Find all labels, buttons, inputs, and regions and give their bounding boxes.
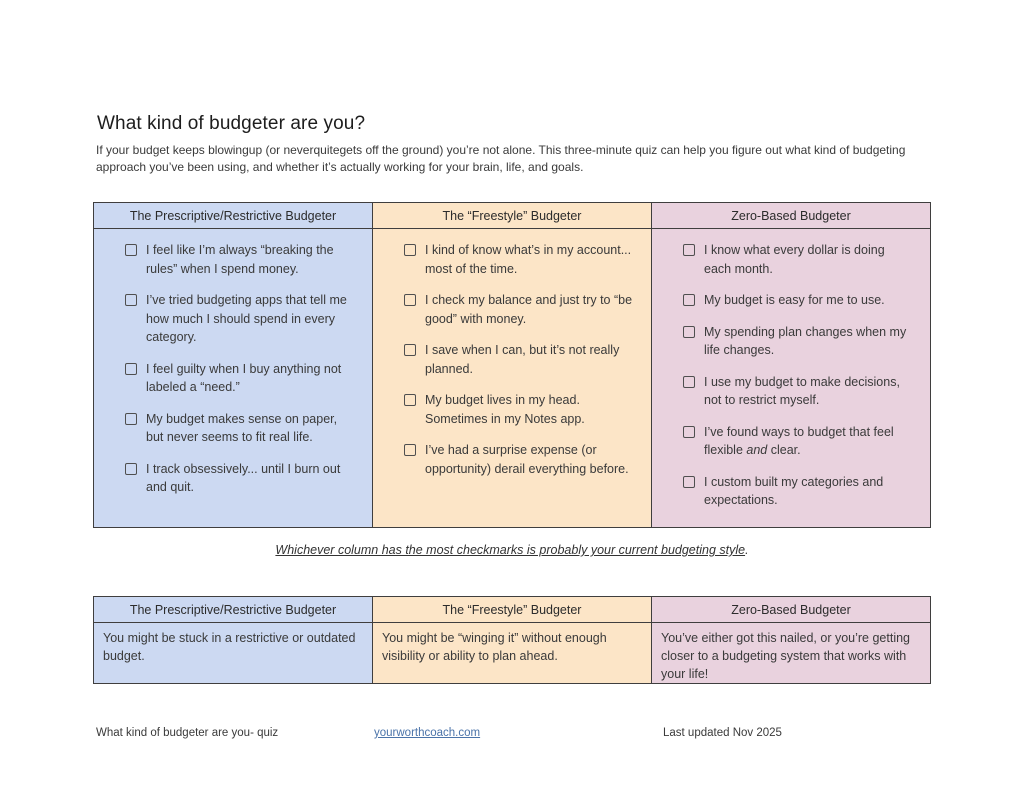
checkbox[interactable] bbox=[683, 376, 695, 388]
quiz-column-body bbox=[373, 229, 651, 527]
checklist-item bbox=[404, 391, 635, 428]
checklist-item-label: I kind of know what’s in my account... most of the time. bbox=[425, 243, 632, 276]
checkbox[interactable] bbox=[683, 326, 695, 338]
note-underlined-text: Whichever column has the most checkmarks is probably your current budgeting style bbox=[275, 543, 746, 557]
checkbox[interactable] bbox=[404, 444, 416, 456]
checklist-item-label: I use my budget to make decisions, not to restrict myself. bbox=[704, 374, 900, 407]
checkbox[interactable] bbox=[404, 394, 416, 406]
quiz-column-freestyle bbox=[372, 203, 651, 527]
checklist-item-label: I save when I can, but it’s not really planned. bbox=[425, 343, 620, 376]
checkbox[interactable] bbox=[683, 294, 695, 306]
checklist-item-label: I custom built my categories and expectations. bbox=[704, 474, 884, 507]
results-column-zero-based bbox=[651, 597, 930, 683]
checkbox[interactable] bbox=[683, 244, 695, 256]
checklist-item bbox=[404, 241, 635, 278]
checkbox[interactable] bbox=[404, 294, 416, 306]
checklist-item bbox=[683, 473, 914, 510]
checklist-item bbox=[125, 360, 356, 397]
footer-website-link[interactable]: yourworthcoach.com bbox=[374, 727, 481, 739]
footer-doc-title: What kind of budgeter are you- quiz bbox=[96, 727, 279, 739]
checklist-item bbox=[683, 241, 914, 278]
checkbox[interactable] bbox=[125, 363, 137, 375]
column-header-zero-based: Zero-Based Budgeter bbox=[652, 597, 930, 623]
results-cell: You might be “winging it” without enough visibility or ability to plan ahead. bbox=[373, 623, 651, 683]
checklist-item-label: I’ve had a surprise expense (or opportunity) derail everything before. bbox=[425, 443, 629, 476]
checklist-item bbox=[125, 291, 356, 347]
checklist-item bbox=[404, 441, 635, 478]
note-text bbox=[93, 543, 931, 557]
quiz-column-zero-based bbox=[651, 203, 930, 527]
checklist-item-label: My spending plan changes when my life changes. bbox=[704, 324, 907, 357]
checklist-item-label: I track obsessively... until I burn out and quit. bbox=[146, 461, 341, 494]
results-table bbox=[93, 596, 931, 684]
checkbox[interactable] bbox=[683, 476, 695, 488]
checklist-item-label: I know what every dollar is doing each month. bbox=[704, 243, 885, 276]
quiz-table bbox=[93, 202, 931, 528]
column-header-prescriptive: The Prescriptive/Restrictive Budgeter bbox=[94, 203, 372, 229]
item-text-segment: clear. bbox=[767, 443, 801, 457]
checklist-item-label: I feel like I’m always “breaking the rules” when I spend money. bbox=[146, 243, 334, 276]
checklist-item bbox=[683, 373, 914, 410]
quiz-column-body bbox=[94, 229, 372, 527]
results-cell: You’ve either got this nailed, or you’re getting closer to a budgeting system that works with your life! bbox=[652, 623, 930, 683]
column-header-freestyle: The “Freestyle” Budgeter bbox=[373, 597, 651, 623]
checklist-item bbox=[404, 341, 635, 378]
checkbox[interactable] bbox=[404, 344, 416, 356]
checklist-item bbox=[683, 291, 914, 310]
checkbox[interactable] bbox=[125, 413, 137, 425]
results-cell: You might be stuck in a restrictive or outdated budget. bbox=[94, 623, 372, 683]
results-column-freestyle bbox=[372, 597, 651, 683]
column-header-prescriptive: The Prescriptive/Restrictive Budgeter bbox=[94, 597, 372, 623]
quiz-column-body bbox=[652, 229, 930, 527]
column-header-freestyle: The “Freestyle” Budgeter bbox=[373, 203, 651, 229]
checklist-item-label: I’ve tried budgeting apps that tell me how much I should spend in every category. bbox=[146, 293, 347, 344]
footer-last-updated: Last updated Nov 2025 bbox=[663, 727, 782, 739]
checklist-item bbox=[683, 323, 914, 360]
item-text-emphasis: and bbox=[746, 443, 768, 457]
checkbox[interactable] bbox=[683, 426, 695, 438]
checkbox[interactable] bbox=[125, 463, 137, 475]
checkbox[interactable] bbox=[125, 244, 137, 256]
checklist-item-label: My budget makes sense on paper, but never seems to fit real life. bbox=[146, 411, 338, 444]
checklist-item bbox=[683, 423, 914, 460]
checklist-item bbox=[125, 241, 356, 278]
checklist-item-label: I feel guilty when I buy anything not labeled a “need.” bbox=[146, 361, 342, 394]
results-column-prescriptive bbox=[94, 597, 372, 683]
page-title: What kind of budgeter are you? bbox=[97, 113, 366, 134]
checklist-item-label: My budget lives in my head. Sometimes in my Notes app. bbox=[425, 393, 585, 426]
quiz-column-prescriptive bbox=[94, 203, 372, 527]
column-header-zero-based: Zero-Based Budgeter bbox=[652, 203, 930, 229]
checkbox[interactable] bbox=[404, 244, 416, 256]
checklist-item-label bbox=[704, 423, 914, 460]
checklist-item-label: My budget is easy for me to use. bbox=[704, 293, 885, 307]
checklist-item bbox=[125, 460, 356, 497]
checkbox[interactable] bbox=[125, 294, 137, 306]
checklist-item bbox=[125, 410, 356, 447]
note-period: . bbox=[745, 543, 749, 557]
intro-text: If your budget keeps blowingup (or neverquitegets off the ground) you’re not alone. This three-minute quiz can help you figure out what kind of budgeting approach you’ve been using, and whether it’s actually working for your brain, life, and goals. bbox=[96, 143, 906, 174]
checklist-item-label: I check my balance and just try to “be good” with money. bbox=[425, 293, 633, 326]
item-text-segment: I’ve found ways to budget that feel flexible bbox=[704, 424, 894, 457]
checklist-item bbox=[404, 291, 635, 328]
